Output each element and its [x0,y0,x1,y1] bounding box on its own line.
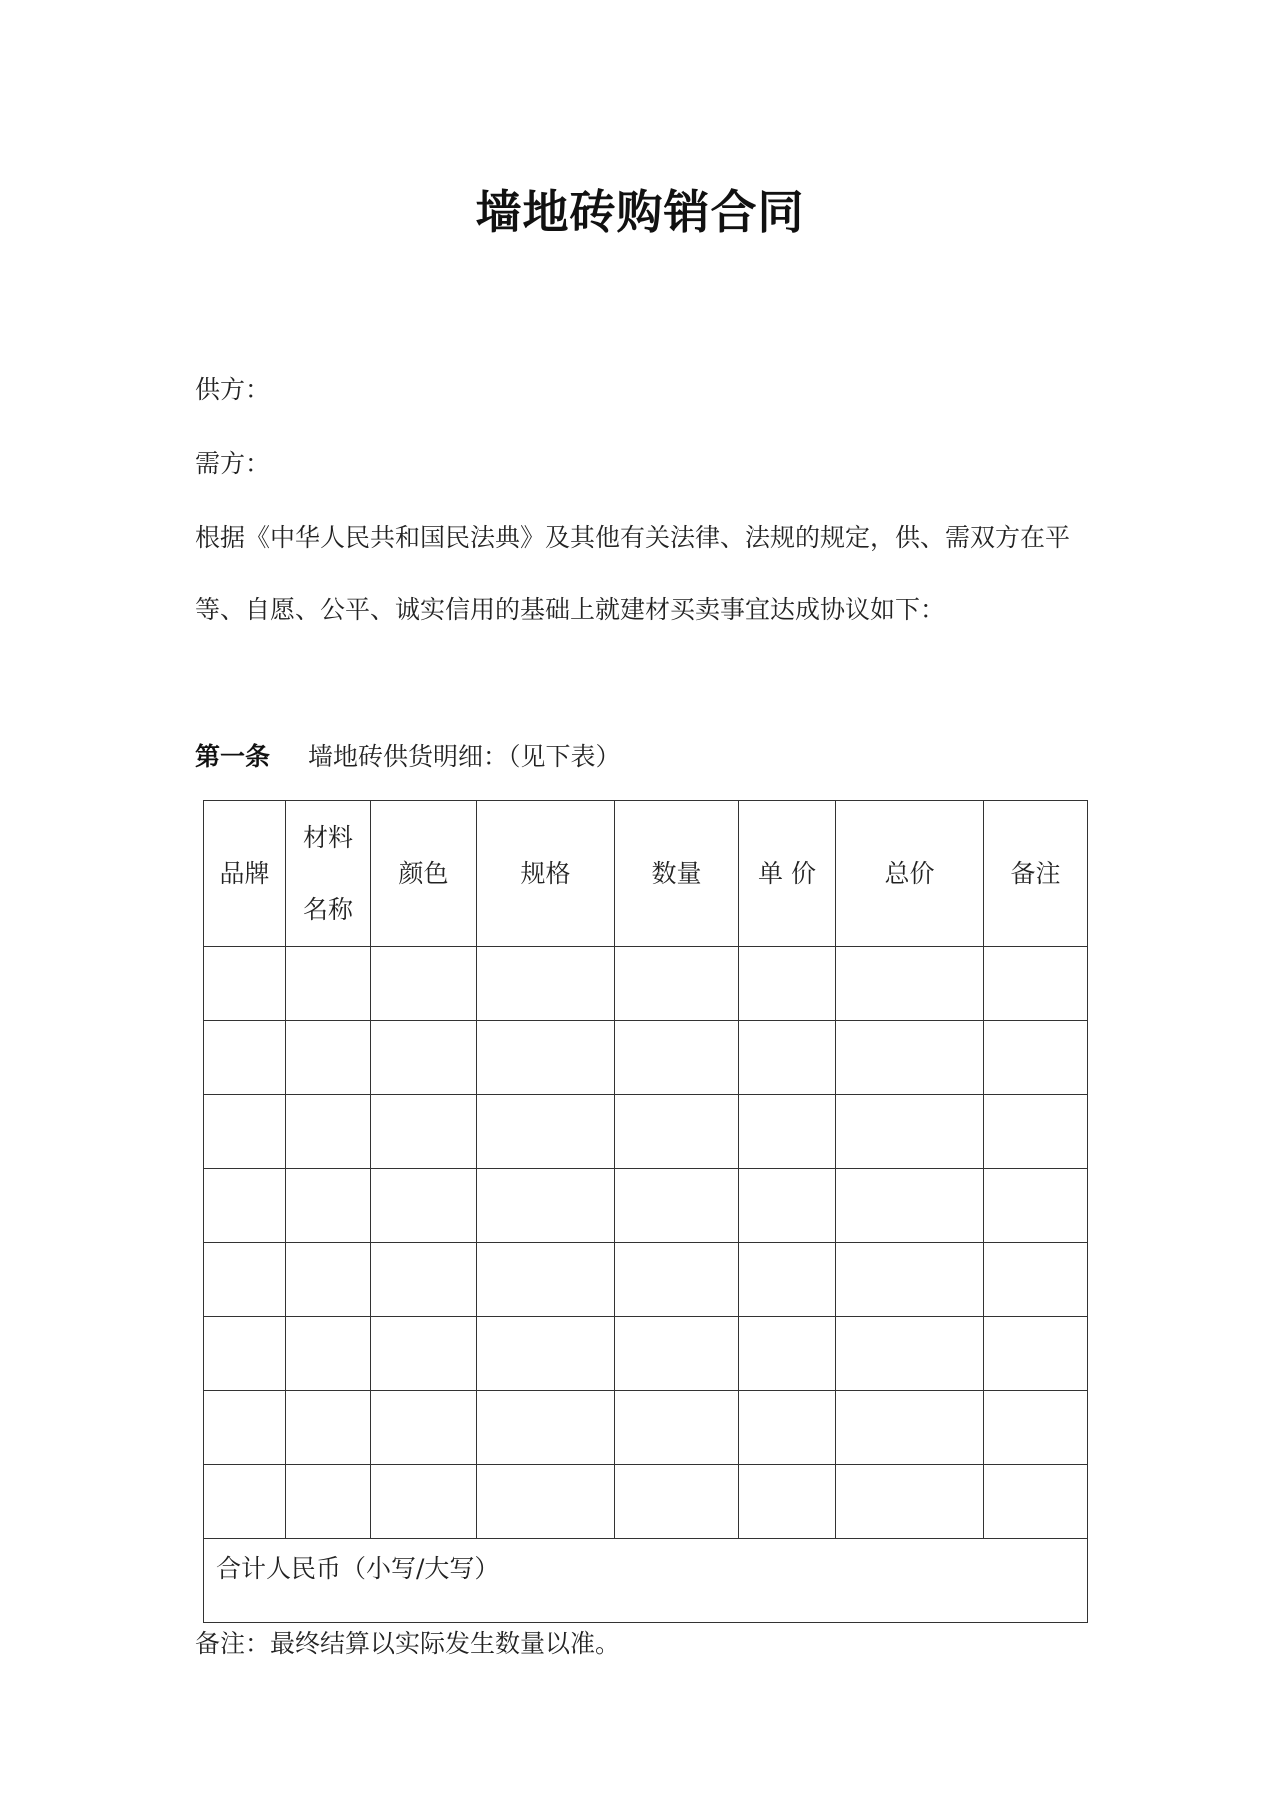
table-cell[interactable] [371,1465,477,1539]
table-cell[interactable] [739,1391,836,1465]
table-cell[interactable] [371,1021,477,1095]
table-cell[interactable] [984,1021,1088,1095]
header-material: 材料 [302,822,353,852]
table-cell[interactable] [836,1465,984,1539]
table-cell[interactable] [615,1169,739,1243]
table-cell[interactable] [477,1465,615,1539]
table-cell[interactable] [739,1095,836,1169]
table-cell[interactable] [286,1391,371,1465]
table-cell[interactable] [371,1317,477,1391]
table-cell[interactable] [836,1169,984,1243]
table-cell[interactable] [739,947,836,1021]
header-total-price: 总价 [836,801,984,947]
table-cell[interactable] [984,1465,1088,1539]
table-row [204,1317,1088,1391]
table-cell[interactable] [836,1021,984,1095]
table-cell[interactable] [739,1243,836,1317]
total-label[interactable]: 合计人民币（小写/大写） [204,1539,1088,1623]
total-row [204,1539,1088,1623]
table-cell[interactable] [286,1465,371,1539]
table-row [204,1095,1088,1169]
table-row [204,1169,1088,1243]
table-cell[interactable] [739,1317,836,1391]
table-cell[interactable] [477,947,615,1021]
table-cell[interactable] [371,1391,477,1465]
table-cell[interactable] [836,1391,984,1465]
article-text: 墙地砖供货明细：（见下表） [308,742,621,771]
table-cell[interactable] [204,1317,286,1391]
table-cell[interactable] [286,1169,371,1243]
header-color: 颜色 [371,801,477,947]
table-cell[interactable] [615,1243,739,1317]
table-cell[interactable] [204,1243,286,1317]
table-cell[interactable] [739,1021,836,1095]
table-row [204,1465,1088,1539]
header-unit-price: 单 价 [739,801,836,947]
intro-line-1: 根据《中华人民共和国民法典》及其他有关法律、法规的规定，供、需双方在平 [195,523,1071,552]
table-cell[interactable] [477,1095,615,1169]
table-cell[interactable] [204,1169,286,1243]
table-cell[interactable] [204,1095,286,1169]
table-cell[interactable] [836,947,984,1021]
table-cell[interactable] [836,1095,984,1169]
table-cell[interactable] [615,1465,739,1539]
table-cell[interactable] [615,1095,739,1169]
table-cell[interactable] [984,947,1088,1021]
table-cell[interactable] [286,947,371,1021]
table-cell[interactable] [204,1021,286,1095]
supplier-label: 供方： [195,375,271,404]
table-cell[interactable] [204,947,286,1021]
table-cell[interactable] [984,1243,1088,1317]
table-cell[interactable] [477,1021,615,1095]
table-row [204,1021,1088,1095]
intro-line-2: 等、自愿、公平、诚实信用的基础上就建材买卖事宜达成协议如下： [195,595,946,624]
table-row [204,1243,1088,1317]
table-cell[interactable] [477,1317,615,1391]
table-cell[interactable] [836,1317,984,1391]
header-spec: 规格 [477,801,615,947]
table-cell[interactable] [739,1465,836,1539]
document-title: 墙地砖购销合同 [475,185,805,239]
table-cell[interactable] [615,1317,739,1391]
table-cell[interactable] [371,1169,477,1243]
table-cell[interactable] [286,1095,371,1169]
table-cell[interactable] [477,1391,615,1465]
table-cell[interactable] [286,1021,371,1095]
table-cell[interactable] [477,1169,615,1243]
article-1-heading [195,737,621,773]
table-cell[interactable] [477,1243,615,1317]
table-row [204,947,1088,1021]
table-cell[interactable] [204,1465,286,1539]
header-material-name [286,801,371,947]
note: 备注：最终结算以实际发生数量以准。 [195,1629,621,1658]
table-cell[interactable] [984,1169,1088,1243]
supply-table [203,800,1088,1623]
table-header-row [204,801,1088,947]
header-quantity: 数量 [615,801,739,947]
table-row [204,1391,1088,1465]
table-cell[interactable] [615,1021,739,1095]
table-cell[interactable] [371,1243,477,1317]
table-cell[interactable] [286,1243,371,1317]
table-cell[interactable] [371,1095,477,1169]
table-cell[interactable] [984,1391,1088,1465]
header-remarks: 备注 [984,801,1088,947]
table-cell[interactable] [615,1391,739,1465]
buyer-label: 需方： [195,449,271,478]
table-cell[interactable] [371,947,477,1021]
table-cell[interactable] [615,947,739,1021]
table-cell[interactable] [286,1317,371,1391]
table-cell[interactable] [984,1095,1088,1169]
article-number: 第一条 [195,742,271,771]
table-cell[interactable] [984,1317,1088,1391]
table-cell[interactable] [836,1243,984,1317]
table-cell[interactable] [739,1169,836,1243]
header-brand: 品牌 [204,801,286,947]
header-name: 名称 [302,894,353,924]
table-cell[interactable] [204,1391,286,1465]
